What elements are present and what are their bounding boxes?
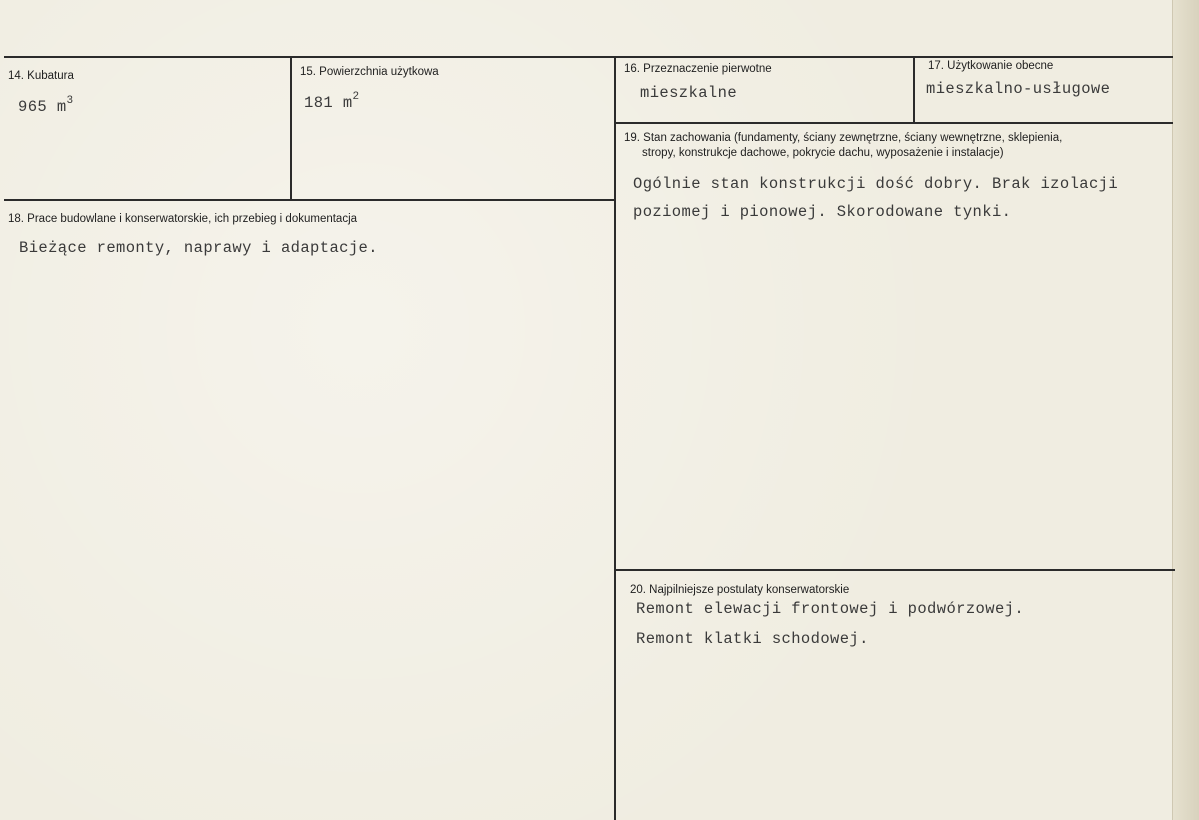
- field-18-label: 18. Prace budowlane i konserwatorskie, ich przebieg i dokumentacja: [8, 213, 358, 225]
- field-17-label: 17. Użytkowanie obecne: [928, 60, 1054, 72]
- field-20-text-line2: Remont klatki schodowej.: [636, 630, 869, 648]
- field-20-label: 20. Najpilniejsze postulaty konserwatorskie: [630, 584, 850, 596]
- rule-below-16-17: [615, 122, 1173, 124]
- field-14-label: 14. Kubatura: [8, 70, 74, 82]
- kubatura-unit: m: [56, 98, 67, 117]
- field-16-label: 16. Przeznaczenie pierwotne: [624, 63, 772, 75]
- field-20-text-line1: Remont elewacji frontowej i podwórzowej.: [636, 600, 1025, 618]
- field-16-value: mieszkalne: [640, 84, 738, 102]
- powierzchnia-value: 181: [304, 94, 334, 113]
- divider-16-17: [913, 57, 915, 123]
- kubatura-unit-exponent: 3: [66, 95, 74, 107]
- field-19-text-line1: Ogólnie stan konstrukcji dość dobry. Brak izolacji: [633, 175, 1119, 193]
- field-19-text-line2: poziomej i pionowej. Skorodowane tynki.: [633, 203, 1012, 221]
- field-19-label-line2: stropy, konstrukcje dachowe, pokrycie dachu, wyposażenie i instalacje): [642, 147, 1004, 159]
- divider-left-right: [614, 57, 616, 820]
- field-14-value: [18, 88, 74, 122]
- powierzchnia-unit: m: [342, 94, 353, 113]
- kubatura-value: 965: [18, 98, 48, 117]
- powierzchnia-unit-exponent: 2: [352, 91, 360, 103]
- rule-above-20: [615, 569, 1175, 571]
- field-15-label: 15. Powierzchnia użytkowa: [300, 66, 439, 78]
- rule-below-14-15: [4, 199, 616, 201]
- top-rule: [4, 56, 1173, 58]
- divider-14-15: [290, 57, 292, 200]
- field-17-value: mieszkalno-usługowe: [926, 80, 1111, 98]
- card-edge: [1172, 0, 1199, 820]
- field-18-value: Bieżące remonty, naprawy i adaptacje.: [19, 239, 378, 257]
- field-15-value: [304, 84, 360, 118]
- field-19-label-line1: 19. Stan zachowania (fundamenty, ściany zewnętrzne, ściany wewnętrzne, sklepienia,: [624, 132, 1063, 144]
